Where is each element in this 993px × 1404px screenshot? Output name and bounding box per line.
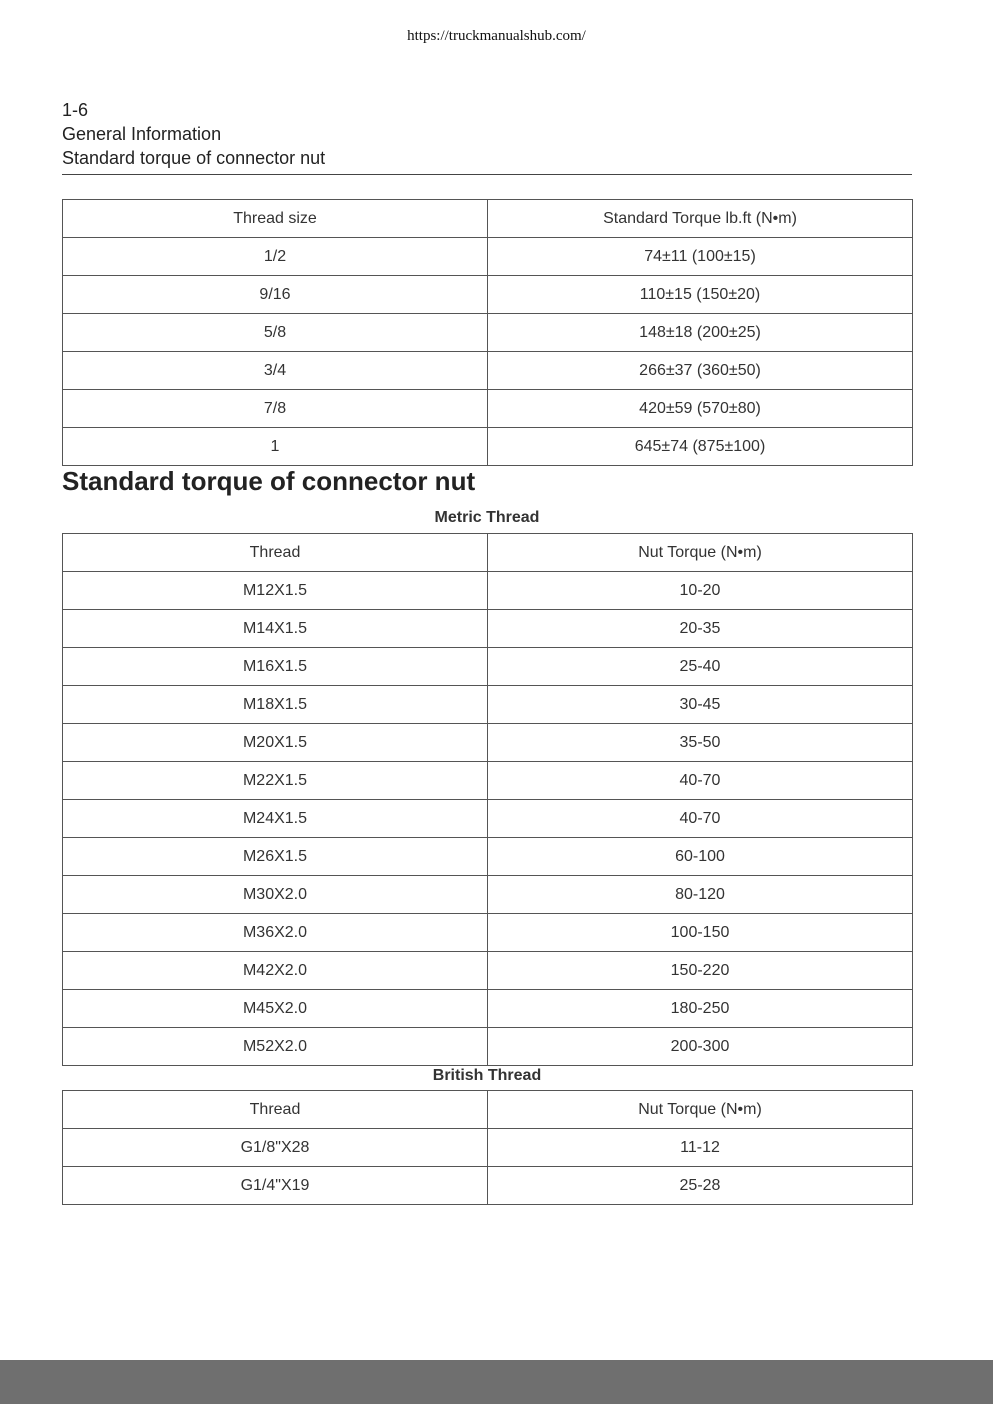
torque-cell: 645±74 (875±100) xyxy=(488,428,913,466)
thread-cell: M36X2.0 xyxy=(63,914,488,952)
torque-cell: 148±18 (200±25) xyxy=(488,314,913,352)
thread-cell: M30X2.0 xyxy=(63,876,488,914)
torque-cell: 100-150 xyxy=(488,914,913,952)
column-header: Nut Torque (N•m) xyxy=(488,534,913,572)
thread-cell: 7/8 xyxy=(63,390,488,428)
thread-cell: M20X1.5 xyxy=(63,724,488,762)
table-row xyxy=(63,572,913,610)
column-header: Nut Torque (N•m) xyxy=(488,1091,913,1129)
table-row xyxy=(63,952,913,990)
table-row xyxy=(63,686,913,724)
section-subtitle: Standard torque of connector nut xyxy=(62,148,326,168)
table-header-row xyxy=(63,1091,913,1129)
section-heading: Standard torque of connector nut xyxy=(62,466,476,496)
thread-cell: M42X2.0 xyxy=(63,952,488,990)
metric-thread-caption: Metric Thread xyxy=(434,509,540,526)
table-row xyxy=(63,1129,913,1167)
thread-cell: 9/16 xyxy=(63,276,488,314)
table-row xyxy=(63,724,913,762)
footer-bar xyxy=(0,1360,993,1404)
torque-cell: 35-50 xyxy=(488,724,913,762)
british-thread-table xyxy=(62,1090,913,1205)
thread-cell: M45X2.0 xyxy=(63,990,488,1028)
source-url[interactable]: https://truckmanualshub.com/ xyxy=(407,28,586,44)
torque-cell: 40-70 xyxy=(488,800,913,838)
table-row xyxy=(63,276,913,314)
metric-thread-table xyxy=(62,533,913,1066)
page-header xyxy=(62,98,912,170)
torque-cell: 30-45 xyxy=(488,686,913,724)
torque-cell: 74±11 (100±15) xyxy=(488,238,913,276)
column-header: Thread xyxy=(63,1091,488,1129)
thread-cell: G1/8"X28 xyxy=(63,1129,488,1167)
column-header: Thread size xyxy=(63,200,488,238)
table-row xyxy=(63,314,913,352)
thread-cell: M22X1.5 xyxy=(63,762,488,800)
column-header: Thread xyxy=(63,534,488,572)
page-number: 1-6 xyxy=(62,100,89,120)
thread-cell: 3/4 xyxy=(63,352,488,390)
table-row xyxy=(63,352,913,390)
table-header-row xyxy=(63,200,913,238)
table-row xyxy=(63,238,913,276)
thread-cell: M26X1.5 xyxy=(63,838,488,876)
thread-cell: M52X2.0 xyxy=(63,1028,488,1066)
thread-cell: G1/4"X19 xyxy=(63,1167,488,1205)
torque-cell: 266±37 (360±50) xyxy=(488,352,913,390)
standard-torque-table xyxy=(62,199,913,466)
table-row xyxy=(63,428,913,466)
torque-cell: 150-220 xyxy=(488,952,913,990)
thread-cell: M24X1.5 xyxy=(63,800,488,838)
torque-cell: 110±15 (150±20) xyxy=(488,276,913,314)
torque-cell: 40-70 xyxy=(488,762,913,800)
chapter-title: General Information xyxy=(62,124,222,144)
thread-cell: M18X1.5 xyxy=(63,686,488,724)
table-row xyxy=(63,762,913,800)
table-row xyxy=(63,1167,913,1205)
torque-cell: 200-300 xyxy=(488,1028,913,1066)
table-row xyxy=(63,876,913,914)
thread-cell: M12X1.5 xyxy=(63,572,488,610)
torque-cell: 10-20 xyxy=(488,572,913,610)
torque-cell: 180-250 xyxy=(488,990,913,1028)
torque-cell: 420±59 (570±80) xyxy=(488,390,913,428)
torque-cell: 25-40 xyxy=(488,648,913,686)
british-thread-caption: British Thread xyxy=(432,1067,542,1084)
torque-cell: 20-35 xyxy=(488,610,913,648)
table-row xyxy=(63,838,913,876)
thread-cell: 1/2 xyxy=(63,238,488,276)
table-row xyxy=(63,990,913,1028)
table-row xyxy=(63,610,913,648)
thread-cell: M14X1.5 xyxy=(63,610,488,648)
torque-cell: 25-28 xyxy=(488,1167,913,1205)
table-row xyxy=(63,1028,913,1066)
torque-cell: 80-120 xyxy=(488,876,913,914)
thread-cell: 1 xyxy=(63,428,488,466)
table-row xyxy=(63,648,913,686)
column-header: Standard Torque lb.ft (N•m) xyxy=(488,200,913,238)
table-row xyxy=(63,914,913,952)
torque-cell: 60-100 xyxy=(488,838,913,876)
thread-cell: M16X1.5 xyxy=(63,648,488,686)
table-row xyxy=(63,390,913,428)
table-header-row xyxy=(63,534,913,572)
header-divider xyxy=(62,174,912,175)
torque-cell: 11-12 xyxy=(488,1129,913,1167)
table-row xyxy=(63,800,913,838)
thread-cell: 5/8 xyxy=(63,314,488,352)
